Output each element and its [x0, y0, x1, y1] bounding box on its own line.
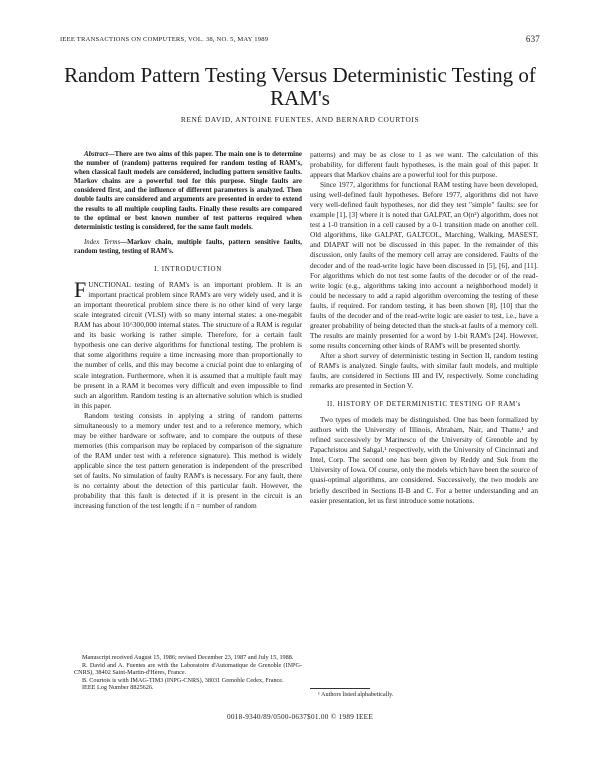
abstract-text: —There are two aims of this paper. The main one is to determine the number of (random) patterns required for random testing of RAM's, when classical fault models are considered, including pattern sensitive faults. Markov chains are a powerful tool for this purpose. Single faults are considered first, and the influence of different parameters is analyzed. Then double faults are considered and arguments are presented in order to extend the results to all multiple coupling faults. Finally these results are compared to the optimal or best known number of test patterns required when deterministic testing is considered, for the same fault models.	[74, 151, 302, 231]
footnote-rule	[310, 688, 370, 689]
footnote-received: Manuscript received August 15, 1986; revised December 23, 1987 and July 15, 1988.	[82, 654, 294, 661]
footnote-affiliation-2: B. Courtois is with IMAG-TIM3 (INPG-CNRS), 38031 Grenoble Cedex, France.	[82, 676, 284, 684]
copyright-line: 0018-9340/89/0500-0637$01.00 © 1989 IEEE	[226, 713, 374, 721]
history-paragraph: Two types of models may be distinguished. One has been formalized by authors with the University of Illinois, Abraham, Nair, and Thatte,¹ and refined successively by Marinescu of the University of Grenoble and by Papachristou and Sahgal,¹ respectively, with the University of Cincinnati and Intel, Corp. The second one has been given by Reddy and Suk from the University of Iowa. Of course, only the models which have been the source of quasi-optimal algorithms, are considered. Successively, the two models are briefly described in Sections II-B and C. For a better understanding and an easier presentation, let us first introduce some notations.	[310, 415, 538, 505]
right-column	[310, 150, 538, 506]
footnote-log-number: IEEE Log Number 8825626.	[82, 684, 154, 692]
index-terms-text: —Markov chain, multiple faults, pattern sensitive faults, random testing, testing of RAM's.	[74, 238, 302, 255]
right-paragraph-3: After a short survey of deterministic testing in Section II, random testing of RAM's is analyzed. Single faults, with similar fault models, and multiple faults, are considered in Sections III and IV, respectively. Some concluding remarks are presented in Section V.	[310, 350, 538, 391]
abstract-label: Abstract	[84, 151, 108, 158]
index-terms	[74, 238, 302, 256]
paper-title: Random Pattern Testing Versus Deterministic Testing of RAM's	[64, 63, 536, 110]
intro-paragraph-2: Random testing consists in applying a string of random patterns simultaneously to a memory under test and to a reference memory, which may be either hardware or software, and to compare the outputs of these memories (this comparison may be replaced by comparison of the signature of the RAM under test with a reference signature). This method is widely applicable since the test pattern generation is independent of the prescribed set of faults. No simulation of faulty RAM's is necessary. For any fault, there is no certainty about the detection of this particular fault. However, the probability that this fault is detected if it is present in the circuit is an increasing function of the test length: if n = number of random	[74, 410, 302, 511]
section-heading-history: II. HISTORY OF DETERMINISTIC TESTING OF RAM's	[326, 400, 521, 409]
intro-paragraph-1: FUNCTIONAL testing of RAM's is an important problem. It is an important practical problem since RAM's are very widely used, and it is an important theoretical problem since there is no other kind of very large scale integrated circuit (VLSI) with so many internal states: a one-megabit RAM has about 10^300,000 internal states. The structure of a RAM is regular and its basic working is rather simple. Therefore, for a certain fault hypothesis one can derive algorithms for functional testing. The problem is that some algorithms require a time increasing more than proportionally to the number of cells, and this may become a crucial point due to enlarging of scale integration. Furthermore, when it is assumed that a multiple fault may be present in a RAM it becomes very difficult and even impossible to find such an algorithm. Random testing is an alternative solution which is studied in this paper.	[74, 277, 302, 410]
journal-name: IEEE TRANSACTIONS ON COMPUTERS, VOL. 38, NO. 5, MAY 1989	[60, 36, 269, 43]
author-footnote: ¹ Authors listed alphabetically.	[318, 691, 394, 698]
right-paragraph-1: patterns) and may be as close to 1 as we want. The calculation of this probability, for different fault hypotheses, is the main goal of this paper. It appears that Markov chains are a powerful tool for this purpose.	[310, 150, 538, 180]
page-number: 637	[525, 34, 540, 44]
right-paragraph-2: Since 1977, algorithms for functional RAM testing have been developed, using well-defined fault hypotheses. Before 1977, algorithms did not have very well-defined fault hypotheses, nor did they test "simple" faults: see for example [1], [3] where it is noted that GALPAT, an O(n²) algorithm, does not test a 1-0 transition in a cell caused by a 0-1 transition made on another cell. Old algorithms, like GALPAT, GALTCOL, Marching, Walking, MASEST, and DIAPAT will not be discussed in this paper. In the remainder of this discussion, only faults of the memory cell array are considered. Faults of the decoder and of the read-write logic have been discussed in [5], [6], and [11]. For algorithms which do not test some faults of the decoder or of the read-write logic (e.g., algorithms taking into account a neighborhood model) it could be necessary to add a rapid algorithm overcoming the testing of these faults, if required. For random testing, it has been shown [8], [10] that the faults of the decoder and of the read-write logic are easier to test, i.e., have a greater probability of being detected than the stuck-at faults of a memory cell. The results are mainly presented for a word by 1-bit RAM's [24]. However, some results concerning other kinds of RAM's will be presented shortly.	[310, 180, 538, 350]
author-list: RENÉ DAVID, ANTOINE FUENTES, AND BERNARD COURTOIS	[180, 115, 420, 124]
left-column	[74, 150, 302, 511]
footnotes	[74, 654, 302, 692]
abstract	[74, 150, 302, 232]
index-terms-label: Index Terms	[84, 238, 121, 246]
section-heading-introduction: I. INTRODUCTION	[154, 265, 222, 274]
footnote-affiliation-1: R. David and A. Fuentes are with the Laboratoire d'Automatique de Grenoble (INPG-CNRS), 38402 Saint-Martin-d'Hères, France.	[74, 661, 302, 677]
